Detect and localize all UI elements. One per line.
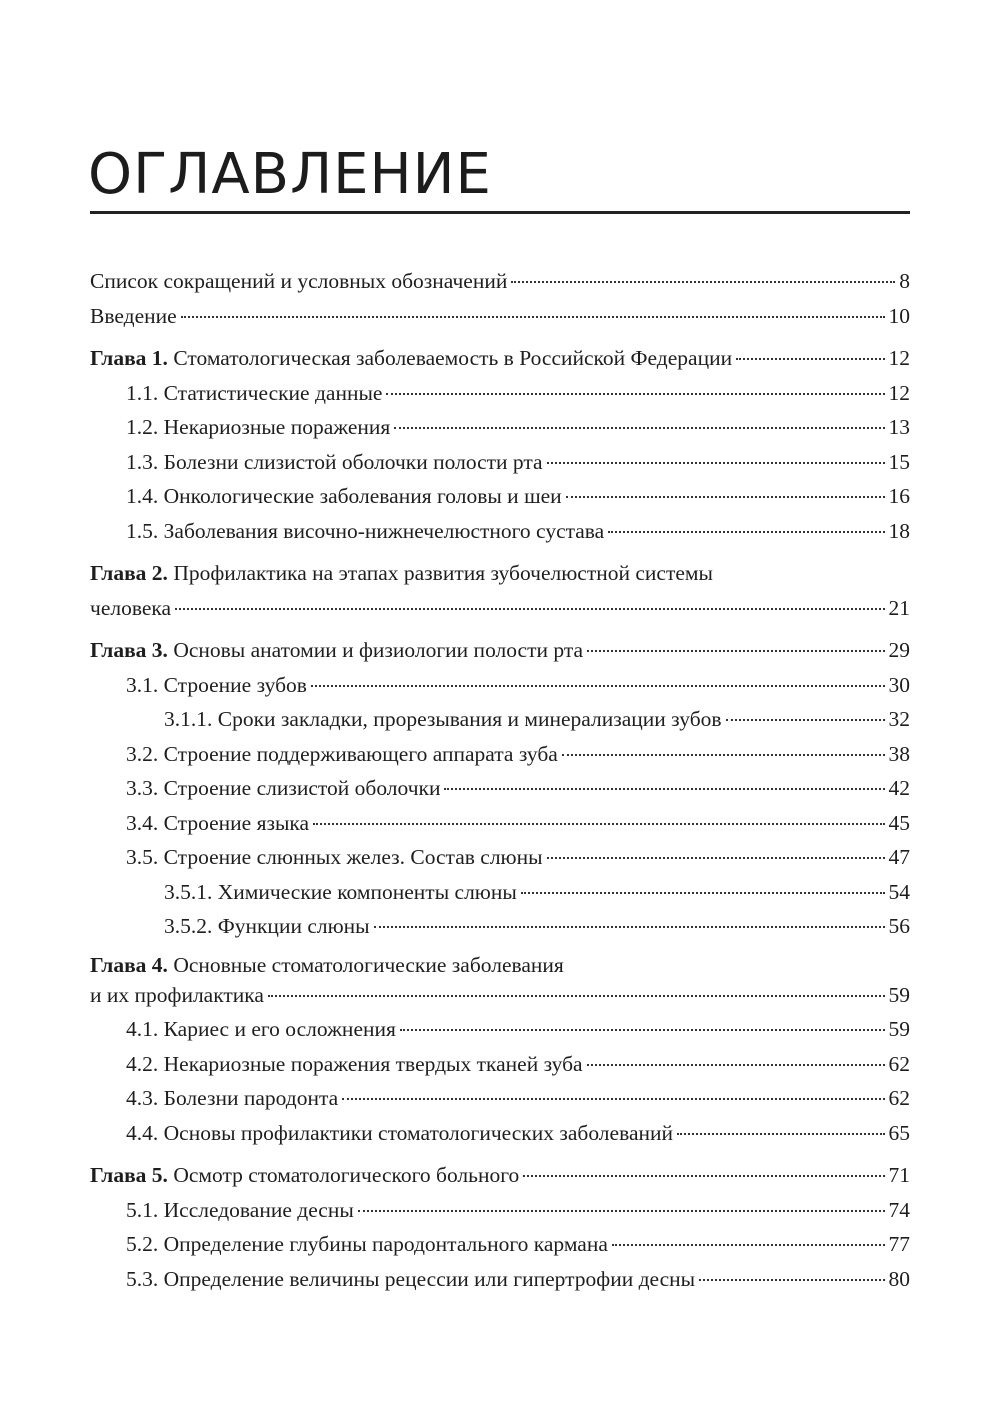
dot-leader	[608, 531, 884, 533]
toc-section[interactable]	[90, 806, 910, 841]
dot-leader	[181, 316, 885, 318]
chapter-title: Осмотр стоматологического больного	[173, 1163, 520, 1187]
toc-section-label: 3.5. Строение слюнных желез. Состав слюны	[126, 845, 543, 869]
toc-chapter[interactable]	[90, 978, 910, 1013]
toc-page-number: 74	[888, 1197, 910, 1222]
toc-section-label: 1.1. Статистические данные	[126, 380, 383, 405]
toc-entry-label: Список сокращений и условных обозначений	[90, 269, 508, 293]
toc-chapter[interactable]	[90, 341, 910, 376]
chapter-prefix: Глава 4.	[90, 952, 168, 977]
toc-section-label: 3.1. Строение зубов	[126, 672, 307, 697]
toc-page-number: 47	[888, 845, 910, 869]
toc-section-label: 4.3. Болезни пародонта	[126, 1086, 339, 1110]
toc-page-number: 8	[899, 269, 910, 293]
dot-leader	[612, 1244, 885, 1246]
toc-page-number: 62	[888, 1086, 910, 1110]
dot-leader	[175, 608, 884, 610]
toc-section[interactable]	[90, 1012, 910, 1047]
toc-page-number: 13	[888, 415, 910, 439]
chapter-title: Профилактика на этапах развития зубочелюстной системы	[173, 561, 713, 585]
toc-section[interactable]	[90, 1227, 910, 1262]
toc-subsection[interactable]	[90, 909, 910, 944]
dot-leader	[374, 926, 885, 928]
toc-page-number: 59	[888, 982, 910, 1007]
dot-leader	[547, 462, 885, 464]
title-rule	[90, 211, 910, 214]
toc-section[interactable]	[90, 668, 910, 703]
chapter-title: Основные стоматологические заболевания	[173, 952, 564, 977]
toc-page-number: 71	[888, 1163, 910, 1187]
toc-section-label: 1.3. Болезни слизистой оболочки полости рта	[126, 449, 543, 474]
dot-leader	[386, 393, 884, 395]
toc-section-label: 3.3. Строение слизистой оболочки	[126, 776, 441, 800]
toc-section[interactable]	[90, 1193, 910, 1228]
chapter-prefix: Глава 3.	[90, 638, 168, 662]
toc-entry[interactable]	[90, 264, 910, 299]
dot-leader	[523, 1175, 884, 1177]
dot-leader	[566, 496, 885, 498]
chapter-prefix: Глава 2.	[90, 561, 168, 585]
dot-leader	[736, 358, 884, 360]
toc-entry-label: Введение	[90, 303, 177, 328]
chapter-title: Стоматологическая заболеваемость в Российской Федерации	[173, 346, 733, 370]
toc-chapter-label	[90, 633, 583, 668]
toc-page-number: 65	[888, 1120, 910, 1145]
toc-section-label: 4.2. Некариозные поражения твердых тканей зуба	[126, 1051, 583, 1076]
chapter-prefix: Глава 5.	[90, 1163, 168, 1187]
toc-page-number: 16	[888, 484, 910, 508]
toc-section-label: 4.1. Кариес и его осложнения	[126, 1017, 396, 1041]
toc-page-number: 15	[888, 449, 910, 474]
dot-leader	[587, 1064, 885, 1066]
toc-chapter-label	[90, 1158, 519, 1193]
toc-section-label: 1.2. Некариозные поражения	[126, 415, 391, 439]
dot-leader	[699, 1279, 884, 1281]
dot-leader	[311, 685, 885, 687]
toc-subsection-label: 3.5.1. Химические компоненты слюны	[164, 879, 517, 904]
toc-section-label: 5.3. Определение величины рецессии или гипертрофии десны	[126, 1266, 696, 1291]
toc-page-number: 45	[888, 810, 910, 835]
toc-page-number: 30	[888, 672, 910, 697]
toc-subsection-label: 3.1.1. Сроки закладки, прорезывания и минерализации зубов	[164, 707, 722, 731]
toc-page-number: 21	[888, 595, 910, 620]
toc-section[interactable]	[90, 514, 910, 549]
toc-page-number: 18	[888, 518, 910, 543]
chapter-title-continued: человека	[90, 595, 172, 620]
toc-page-number: 12	[888, 346, 910, 370]
toc-section-label: 3.2. Строение поддерживающего аппарата зуба	[126, 741, 558, 766]
dot-leader	[444, 788, 884, 790]
table-of-contents	[90, 264, 910, 1296]
toc-chapter-label	[90, 341, 732, 376]
dot-leader	[342, 1098, 884, 1100]
toc-subsection[interactable]	[90, 875, 910, 910]
toc-section[interactable]	[90, 1081, 910, 1116]
toc-page-number: 32	[888, 707, 910, 731]
dot-leader	[394, 427, 884, 429]
toc-subsection-label: 3.5.2. Функции слюны	[164, 914, 370, 938]
toc-page-number: 10	[888, 303, 910, 328]
toc-page-number: 77	[888, 1232, 910, 1256]
toc-section[interactable]	[90, 479, 910, 514]
toc-page-number: 54	[888, 879, 910, 904]
toc-page-number: 38	[888, 741, 910, 766]
dot-leader	[268, 995, 885, 997]
toc-section[interactable]	[90, 840, 910, 875]
toc-page-number: 80	[888, 1266, 910, 1291]
dot-leader	[313, 823, 884, 825]
toc-subsection[interactable]	[90, 702, 910, 737]
chapter-title: Основы анатомии и физиологии полости рта	[173, 638, 584, 662]
toc-page-number: 42	[888, 776, 910, 800]
toc-section-label: 1.5. Заболевания височно-нижнечелюстного сустава	[126, 518, 605, 543]
toc-page-number: 62	[888, 1051, 910, 1076]
dot-leader	[521, 892, 885, 894]
toc-chapter-title-line[interactable]	[90, 556, 910, 591]
toc-section[interactable]	[90, 410, 910, 445]
dot-leader	[358, 1210, 885, 1212]
dot-leader	[726, 719, 885, 721]
dot-leader	[587, 650, 884, 652]
toc-page-number: 56	[888, 914, 910, 938]
chapter-prefix: Глава 1.	[90, 346, 168, 370]
toc-section[interactable]	[90, 771, 910, 806]
toc-section[interactable]	[90, 376, 910, 411]
toc-section-label: 3.4. Строение языка	[126, 810, 310, 835]
toc-section-label: 4.4. Основы профилактики стоматологических заболеваний	[126, 1120, 674, 1145]
toc-section[interactable]	[90, 445, 910, 480]
toc-chapter[interactable]	[90, 591, 910, 626]
dot-leader	[547, 857, 885, 859]
toc-section[interactable]	[90, 1262, 910, 1297]
dot-leader	[562, 754, 885, 756]
toc-page-number: 12	[888, 380, 910, 405]
toc-page-number: 59	[888, 1017, 910, 1041]
dot-leader	[511, 281, 895, 283]
toc-section-label: 1.4. Онкологические заболевания головы и шеи	[126, 484, 562, 508]
toc-page-number: 29	[888, 638, 910, 662]
toc-chapter[interactable]	[90, 1158, 910, 1193]
page-title: ОГЛАВЛЕНИЕ	[88, 142, 492, 207]
toc-section[interactable]	[90, 1116, 910, 1151]
toc-section[interactable]	[90, 1047, 910, 1082]
dot-leader	[677, 1133, 884, 1135]
toc-chapter[interactable]	[90, 633, 910, 668]
toc-section-label: 5.2. Определение глубины пародонтального кармана	[126, 1232, 608, 1256]
toc-section[interactable]	[90, 737, 910, 772]
chapter-title-continued: и их профилактика	[90, 982, 264, 1007]
toc-entry[interactable]	[90, 299, 910, 334]
dot-leader	[400, 1029, 885, 1031]
toc-chapter-title-line[interactable]	[90, 952, 910, 978]
toc-section-label: 5.1. Исследование десны	[126, 1197, 354, 1222]
